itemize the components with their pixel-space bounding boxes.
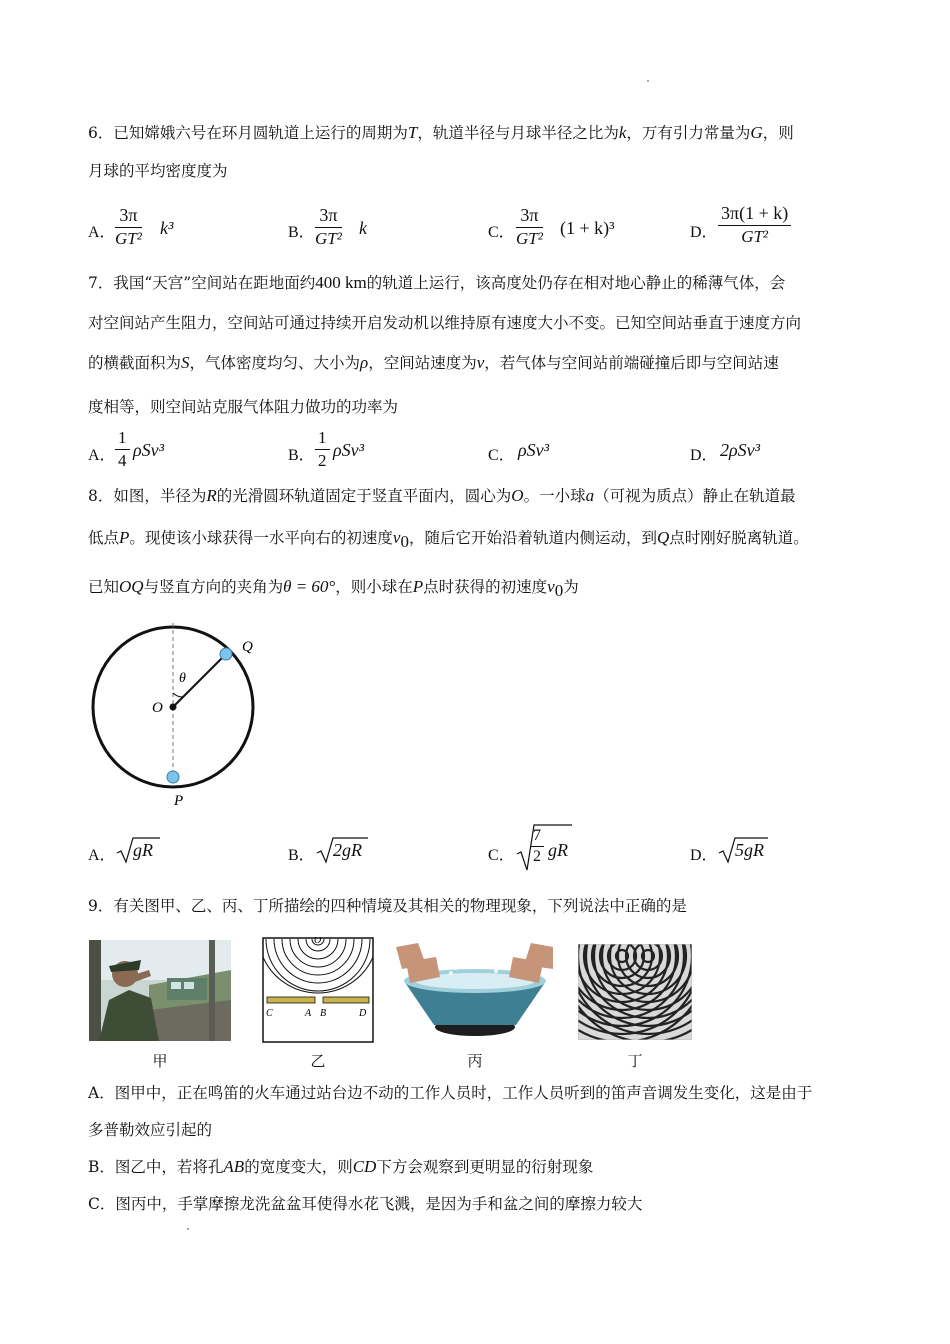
q7-option-c-expr: ρSv³ bbox=[518, 440, 550, 460]
caption-ding: 丁 bbox=[627, 1052, 643, 1070]
label-O: O bbox=[314, 937, 322, 946]
q8-text: 点时获得的初速度 bbox=[423, 578, 548, 596]
q8-stem-line2: 低点P。现使该小球获得一水平向右的初速度$v_0$，随后它开始沿着轨道内侧运动，到Q点时刚好脱离轨道。 bbox=[88, 528, 809, 552]
q9-option-c bbox=[88, 1194, 642, 1214]
q7-option-b-coef bbox=[315, 428, 330, 471]
q9-option-b-text: 的宽度变大，则 bbox=[244, 1158, 353, 1176]
q8-text: 为 bbox=[563, 578, 579, 596]
q7-text: 的轨道上运行，该高度处仍存在相对地心静止的稀薄气体，会 bbox=[366, 274, 786, 292]
label-A: A bbox=[305, 1008, 312, 1019]
q9-option-a-text: 多普勒效应引起的 bbox=[88, 1121, 213, 1139]
q7-option-d-expr: 2ρSv³ bbox=[720, 440, 761, 460]
fraction-numerator: 3π bbox=[516, 205, 543, 228]
label-B: B bbox=[320, 1008, 327, 1019]
q8-option-c-label: C． bbox=[488, 847, 515, 864]
q6-option-b-tail: k bbox=[359, 218, 367, 238]
q8-text: 点时刚好脱离轨道。 bbox=[669, 529, 809, 547]
fraction-numerator: 3π(1 + k) bbox=[718, 203, 791, 226]
var-P: P bbox=[412, 577, 424, 596]
q9-option-a-line2 bbox=[88, 1120, 212, 1140]
q7-text: 度相等，则空间站克服气体阻力做功的功率为 bbox=[88, 398, 399, 416]
q7-option-c-label: C． bbox=[488, 447, 515, 464]
figure-yi-diffraction-diagram bbox=[262, 937, 374, 1043]
q8-stem-line1 bbox=[88, 486, 796, 506]
q6-text: 月球的平均密度度为 bbox=[88, 162, 228, 180]
q8-option-c-expr: gR bbox=[548, 840, 568, 860]
q8-option-d-label: D． bbox=[690, 847, 718, 864]
var-R: R bbox=[206, 486, 217, 505]
var-k: k bbox=[618, 123, 627, 142]
q9-option-c-text: C．图丙中，手掌摩擦龙洗盆盆耳使得水花飞溅，是因为手和盆之间的摩擦力较大 bbox=[88, 1195, 643, 1213]
circular-track-diagram bbox=[80, 615, 280, 815]
q7-option-a-label: A． bbox=[88, 447, 116, 464]
q7-text: ，空间站速度为 bbox=[368, 354, 477, 372]
q7-text: 7．我国“天宫”空间站在距地面约 bbox=[88, 274, 316, 292]
figure-bing-water-basin-photo bbox=[396, 937, 553, 1039]
var-O: O bbox=[511, 486, 524, 505]
fraction-denominator: GT² bbox=[741, 227, 769, 246]
q6-text: ，万有引力常量为 bbox=[626, 124, 751, 142]
q9-text: 9．有关图甲、乙、丙、丁所描绘的四种情境及其相关的物理现象，下列说法中正确的是 bbox=[88, 897, 687, 915]
var-Q: Q bbox=[656, 528, 670, 547]
q9-stem bbox=[88, 896, 687, 916]
q6-stem-line2 bbox=[88, 161, 228, 181]
label-C: C bbox=[266, 1008, 273, 1019]
q9-option-b-text: 下方会观察到更明显的衍射现象 bbox=[376, 1158, 594, 1176]
q9-option-a-text: A．图甲中，正在鸣笛的火车通过站台边不动的工作人员时，工作人员听到的笛声音调发生变化，这是由于 bbox=[88, 1084, 813, 1102]
label-Q: Q bbox=[242, 639, 253, 655]
q7-text: 的横截面积为 bbox=[88, 354, 182, 372]
fraction-numerator: 1 bbox=[315, 428, 330, 450]
q6-option-b-fraction bbox=[315, 205, 342, 249]
q6-option-d-fraction bbox=[718, 203, 791, 247]
scan-speck bbox=[187, 1228, 189, 1230]
label-P: P bbox=[174, 793, 184, 809]
var-AB: AB bbox=[223, 1157, 245, 1176]
q6-text: ，轨道半径与月球半径之比为 bbox=[417, 124, 619, 142]
q8-text: ，随后它开始沿着轨道内侧运动，到 bbox=[408, 529, 657, 547]
q6-option-b-label: B． bbox=[288, 224, 315, 241]
q8-text: 。一小球 bbox=[523, 487, 586, 505]
q6-option-a-fraction bbox=[115, 205, 142, 249]
q8-text: 已知 bbox=[88, 578, 120, 596]
q8-text: 低点 bbox=[88, 529, 120, 547]
var-v0: v bbox=[547, 577, 555, 596]
q7-stem-line1 bbox=[88, 273, 785, 293]
fraction-numerator: 1 bbox=[115, 428, 130, 450]
q7-distance: 400 km bbox=[315, 273, 367, 292]
q7-option-b-expr: ρSv³ bbox=[333, 440, 365, 460]
q6-option-d-label: D． bbox=[690, 224, 718, 241]
q8-text: 。现使该小球获得一水平向右的初速度 bbox=[129, 529, 393, 547]
q8-text: 的光滑圆环轨道固定于竖直平面内，圆心为 bbox=[216, 487, 512, 505]
label-O: O bbox=[152, 700, 163, 716]
fraction-numerator: 3π bbox=[115, 205, 142, 228]
q8-option-d-expr: 5gR bbox=[735, 840, 764, 860]
var-P: P bbox=[119, 528, 130, 547]
q6-option-c-label: C． bbox=[488, 224, 515, 241]
q8-option-a-expr: gR bbox=[133, 840, 153, 860]
q8-option-b-label: B． bbox=[288, 847, 315, 864]
var-G: G bbox=[750, 123, 763, 142]
q8-text: （可视为质点）静止在轨道最 bbox=[594, 487, 796, 505]
q8-text: ，则小球在 bbox=[335, 578, 413, 596]
q6-option-a-tail: k³ bbox=[160, 218, 174, 238]
q8-stem-line3: 已知OQ与竖直方向的夹角为θ = 60°，则小球在P点时获得的初速度$v_0$为 bbox=[88, 577, 579, 601]
q7-option-a-expr: ρSv³ bbox=[133, 440, 165, 460]
q6-option-a-label: A． bbox=[88, 224, 116, 241]
q9-option-b bbox=[88, 1157, 593, 1177]
var-rho: ρ bbox=[360, 353, 369, 372]
q7-text: 对空间站产生阻力，空间站可通过持续开启发动机以维持原有速度大小不变。已知空间站垂直于速度方向 bbox=[88, 314, 802, 332]
fraction-numerator: 3π bbox=[315, 205, 342, 228]
fraction-denominator: GT² bbox=[115, 229, 142, 248]
q6-text: ，则 bbox=[762, 124, 794, 142]
caption-bing: 丙 bbox=[467, 1052, 483, 1070]
fraction-denominator: GT² bbox=[516, 229, 543, 248]
q8-option-a-label: A． bbox=[88, 847, 116, 864]
fraction-denominator: 2 bbox=[533, 848, 541, 865]
caption-yi: 乙 bbox=[310, 1052, 326, 1070]
q6-text: 6．已知嫦娥六号在环月圆轨道上运行的周期为 bbox=[88, 124, 408, 142]
q7-stem-line2 bbox=[88, 313, 801, 333]
figure-ding-interference-photo bbox=[578, 944, 692, 1040]
q7-option-d-label: D． bbox=[690, 447, 718, 464]
q6-option-c-fraction bbox=[516, 205, 543, 249]
q8-option-c-fraction bbox=[530, 827, 544, 866]
fraction-denominator: GT² bbox=[315, 229, 342, 248]
angle-value: θ = 60° bbox=[283, 577, 336, 596]
var-S: S bbox=[181, 353, 190, 372]
q8-text: 8．如图，半径为 bbox=[88, 487, 207, 505]
var-a: a bbox=[585, 486, 595, 505]
label-theta: θ bbox=[179, 671, 186, 686]
q9-option-a-line1 bbox=[88, 1083, 812, 1103]
caption-jia: 甲 bbox=[152, 1052, 168, 1070]
fraction-denominator: 4 bbox=[118, 451, 127, 470]
q7-text: ，气体密度均匀、大小为 bbox=[189, 354, 361, 372]
var-OQ: OQ bbox=[119, 577, 144, 596]
q7-option-b-label: B． bbox=[288, 447, 315, 464]
var-v0: v bbox=[392, 528, 401, 547]
q7-text: ，若气体与空间站前端碰撞后即与空间站速 bbox=[484, 354, 779, 372]
var-CD: CD bbox=[352, 1157, 377, 1176]
label-D: D bbox=[359, 1008, 367, 1019]
var-T: T bbox=[407, 123, 418, 142]
var-v: v bbox=[476, 353, 485, 372]
q8-text: 与竖直方向的夹角为 bbox=[143, 578, 284, 596]
q7-option-a-coef bbox=[115, 428, 130, 471]
q7-stem-line3 bbox=[88, 353, 779, 373]
q8-option-b-expr: 2gR bbox=[333, 840, 362, 860]
scan-speck bbox=[647, 80, 649, 82]
fraction-numerator: 7 bbox=[530, 827, 544, 847]
q9-option-b-text: B．图乙中，若将孔 bbox=[88, 1158, 224, 1176]
figure-jia-train-photo bbox=[89, 940, 231, 1041]
q6-stem-line1 bbox=[88, 123, 794, 143]
fraction-denominator: 2 bbox=[318, 451, 327, 470]
q7-stem-line4 bbox=[88, 397, 398, 417]
q6-option-c-tail: (1 + k)³ bbox=[560, 218, 615, 238]
